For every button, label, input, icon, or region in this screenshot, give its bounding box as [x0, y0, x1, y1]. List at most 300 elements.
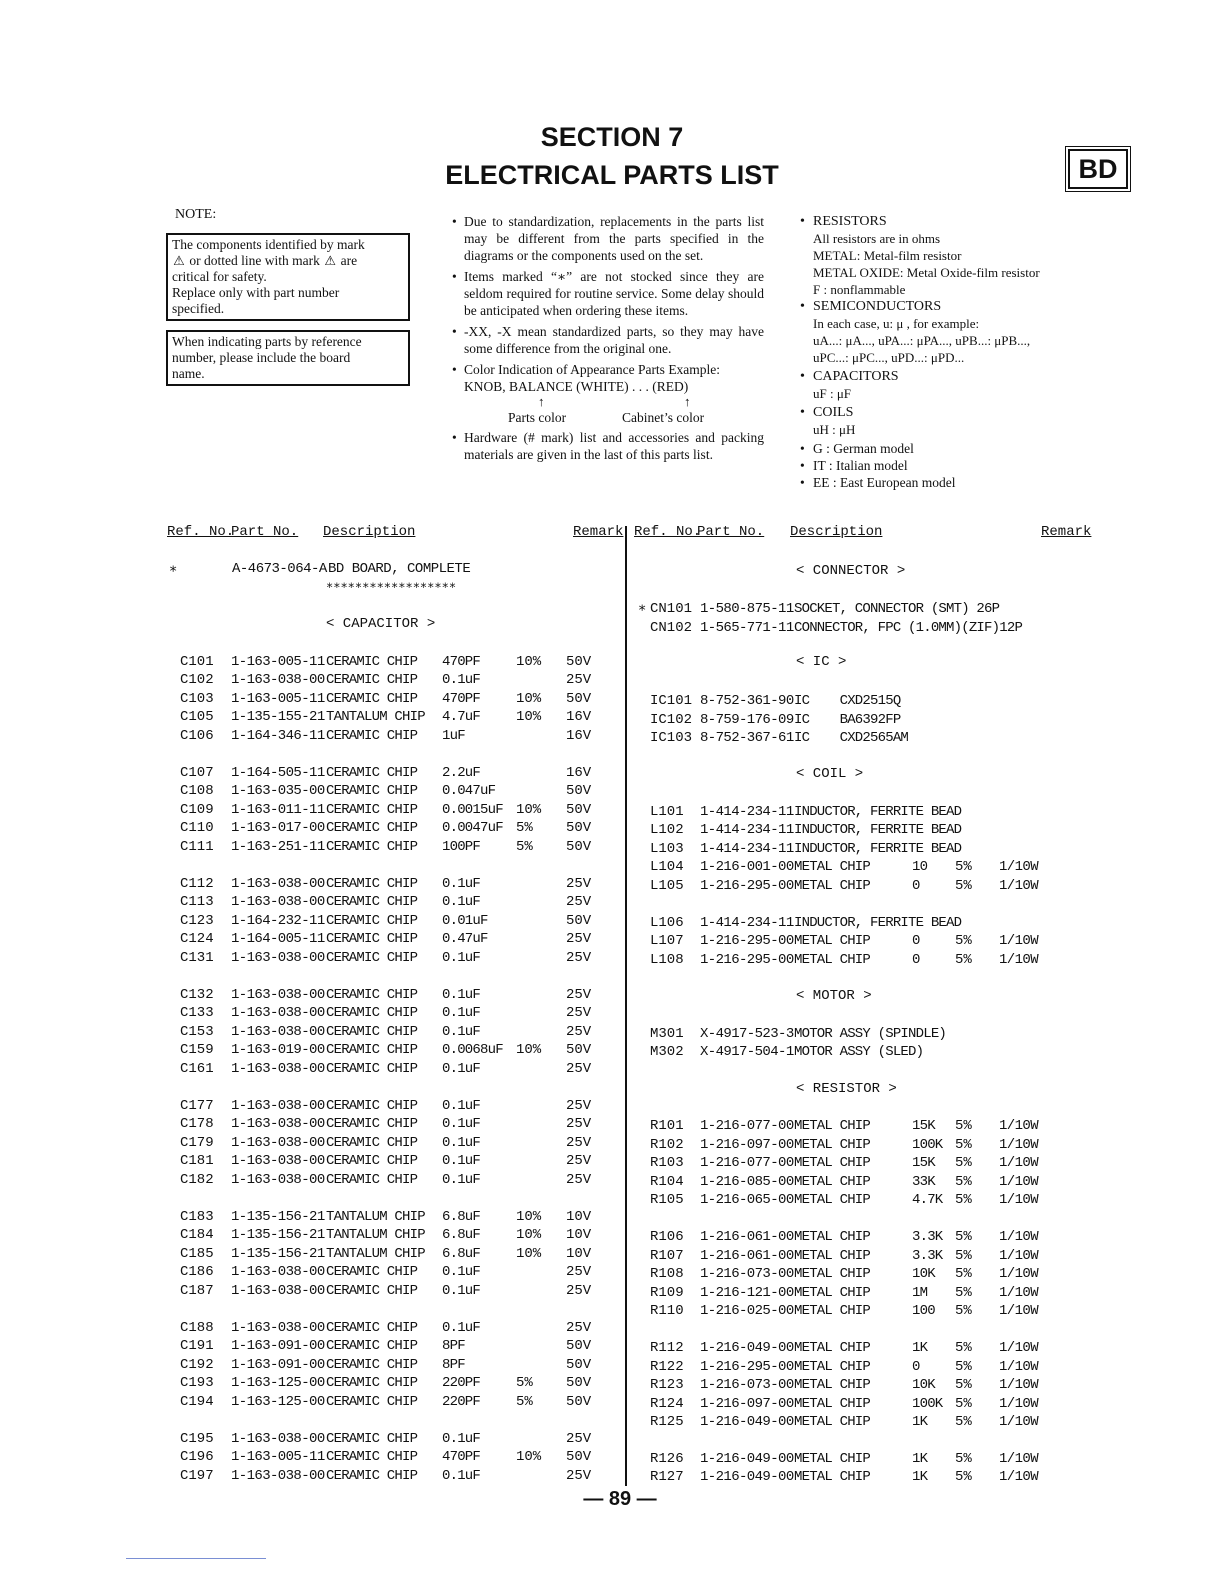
- ref-number: C106: [180, 728, 214, 744]
- safety-note-line: or dotted line with mark: [189, 253, 320, 268]
- description: CERAMIC CHIP: [326, 913, 418, 929]
- rating: 16V: [566, 765, 592, 781]
- value: 0.1uF: [442, 1005, 481, 1021]
- section-heading: < MOTOR >: [796, 988, 872, 1004]
- part-number: 1-163-038-00: [231, 987, 325, 1003]
- tolerance: 5%: [955, 1303, 972, 1319]
- description: METAL CHIP: [794, 1118, 871, 1134]
- part-number: 1-164-505-11: [231, 765, 325, 781]
- semiconductors-heading: • SEMICONDUCTORS: [800, 298, 1090, 315]
- capacitors-heading: • CAPACITORS: [800, 368, 1090, 385]
- ref-number: C187: [180, 1283, 214, 1299]
- part-number: 1-216-097-00: [700, 1396, 794, 1412]
- description: CERAMIC CHIP: [326, 1172, 418, 1188]
- description: TANTALUM CHIP: [326, 1209, 425, 1225]
- value: 0.0047uF: [442, 820, 503, 836]
- resistors-note: METAL OXIDE: Metal Oxide-film resistor: [813, 265, 1040, 280]
- section-heading: < RESISTOR >: [796, 1081, 897, 1097]
- description: METAL CHIP: [794, 878, 871, 894]
- col-header-ref: Ref. No.: [634, 524, 702, 540]
- ref-number: C124: [180, 931, 214, 947]
- table-row: [0, 1395, 1100, 1413]
- model-german: • G : German model: [800, 440, 1090, 457]
- note-label: NOTE:: [175, 207, 217, 222]
- part-number: 1-163-038-00: [231, 1283, 325, 1299]
- value: 0: [912, 878, 920, 894]
- value: 0.1uF: [442, 1172, 481, 1188]
- safety-note-box: [166, 233, 410, 321]
- value: 15K: [912, 1155, 935, 1171]
- value: 0.1uF: [442, 1135, 481, 1151]
- section-heading: < COIL >: [796, 766, 864, 782]
- value: 0.1uF: [442, 894, 481, 910]
- footer-rule: [126, 1558, 266, 1559]
- part-number: 1-163-038-00: [231, 1116, 325, 1132]
- rating: 25V: [566, 1135, 592, 1151]
- parts-color-label: Parts color: [508, 410, 567, 425]
- table-row: [0, 1430, 620, 1448]
- tolerance: 10%: [516, 1246, 542, 1262]
- table-row: [0, 986, 620, 1004]
- part-number: 1-216-049-00: [700, 1469, 794, 1485]
- ref-number: C131: [180, 950, 214, 966]
- ref-number: C181: [180, 1153, 214, 1169]
- tolerance: 5%: [955, 1414, 972, 1430]
- description: CERAMIC CHIP: [326, 691, 418, 707]
- tolerance: 5%: [955, 1396, 972, 1412]
- value: 0.01uF: [442, 913, 488, 929]
- table-row: [0, 951, 1100, 969]
- table-row: [0, 914, 1100, 932]
- ref-number: C123: [180, 913, 214, 929]
- part-number: 1-164-346-11: [231, 728, 325, 744]
- note-hardware: • Hardware (# mark) list and accessories and packing materials are given in the last of this parts list.: [452, 429, 764, 463]
- description: CERAMIC CHIP: [326, 783, 418, 799]
- value: 0.1uF: [442, 1153, 481, 1169]
- part-number: 1-414-234-11: [700, 804, 794, 820]
- description: CONNECTOR, FPC (1.0MM)(ZIF)12P: [794, 620, 1023, 636]
- table-row: [0, 1136, 1100, 1154]
- rating: 1/10W: [999, 1414, 1039, 1430]
- description: METAL CHIP: [794, 1340, 871, 1356]
- description: CERAMIC CHIP: [326, 931, 418, 947]
- description: CERAMIC CHIP: [326, 1357, 418, 1373]
- ref-number: R126: [650, 1451, 684, 1467]
- safety-note-line: specified.: [172, 301, 225, 316]
- ref-number: C197: [180, 1468, 214, 1484]
- part-number: 1-163-038-00: [231, 1431, 325, 1447]
- table-row: [0, 764, 620, 782]
- ref-number: C195: [180, 1431, 214, 1447]
- value: 0.1uF: [442, 1116, 481, 1132]
- rating: 25V: [566, 1153, 592, 1169]
- col-header-remark: Remark: [1041, 524, 1092, 540]
- ref-number: C179: [180, 1135, 214, 1151]
- description: TANTALUM CHIP: [326, 1227, 425, 1243]
- table-row: [0, 1376, 1100, 1394]
- ref-number: CN102: [650, 620, 693, 636]
- tolerance: 10%: [516, 1042, 542, 1058]
- rating: 50V: [566, 654, 592, 670]
- part-number: 1-216-073-00: [700, 1266, 794, 1282]
- description: METAL CHIP: [794, 1451, 871, 1467]
- rating: 50V: [566, 1042, 592, 1058]
- warning-triangle-icon: ⚠: [173, 253, 185, 268]
- ref-number: C105: [180, 709, 214, 725]
- ref-number: C153: [180, 1024, 214, 1040]
- rating: 25V: [566, 1264, 592, 1280]
- board-tag: BD: [1068, 149, 1128, 189]
- rating: 50V: [566, 913, 592, 929]
- description: METAL CHIP: [794, 1174, 871, 1190]
- description: CERAMIC CHIP: [326, 1394, 418, 1410]
- description: MOTOR ASSY (SPINDLE): [794, 1026, 947, 1042]
- rating: 1/10W: [999, 1174, 1039, 1190]
- description: INDUCTOR, FERRITE BEAD: [794, 804, 962, 820]
- value: 1M: [912, 1285, 928, 1301]
- part-number: 1-216-049-00: [700, 1414, 794, 1430]
- value: 6.8uF: [442, 1209, 481, 1225]
- part-number: 1-164-232-11: [231, 913, 325, 929]
- rating: 1/10W: [999, 1469, 1039, 1485]
- description: METAL CHIP: [794, 1285, 871, 1301]
- tolerance: 5%: [955, 1192, 972, 1208]
- description: CERAMIC CHIP: [326, 1042, 418, 1058]
- part-number: 1-163-038-00: [231, 1153, 325, 1169]
- section-heading: < CONNECTOR >: [796, 563, 906, 579]
- ref-number: L101: [650, 804, 684, 820]
- part-number: 1-163-038-00: [231, 1061, 325, 1077]
- rating: 25V: [566, 1283, 592, 1299]
- value: 3.3K: [912, 1229, 943, 1245]
- ref-number: M302: [650, 1044, 684, 1060]
- resistors-note: F : nonflammable: [813, 282, 906, 297]
- description: METAL CHIP: [794, 1396, 871, 1412]
- table-row: [0, 619, 1100, 637]
- part-number: 1-163-038-00: [231, 876, 325, 892]
- ref-number: C159: [180, 1042, 214, 1058]
- ref-number: C183: [180, 1209, 214, 1225]
- description: METAL CHIP: [794, 1229, 871, 1245]
- note-standardized-parts: • -XX, -X mean standardized parts, so they may have some difference from the original one.: [452, 323, 764, 357]
- value: 0.1uF: [442, 672, 481, 688]
- description: METAL CHIP: [794, 1469, 871, 1485]
- value: 0.0015uF: [442, 802, 503, 818]
- value: 0.047uF: [442, 783, 496, 799]
- part-number: 1-163-038-00: [231, 1098, 325, 1114]
- col-header-part: Part No.: [697, 524, 765, 540]
- value: 0.1uF: [442, 1468, 481, 1484]
- value: 0.1uF: [442, 1024, 481, 1040]
- part-number: 1-163-038-00: [231, 1135, 325, 1151]
- cabinet-color-label: Cabinet’s color: [622, 410, 705, 425]
- description: CERAMIC CHIP: [326, 802, 418, 818]
- ref-number: C133: [180, 1005, 214, 1021]
- table-row: [0, 1284, 1100, 1302]
- description: METAL CHIP: [794, 1137, 871, 1153]
- value: 2.2uF: [442, 765, 481, 781]
- ref-number: C107: [180, 765, 214, 781]
- value: 0.1uF: [442, 1320, 481, 1336]
- description: MOTOR ASSY (SLED): [794, 1044, 924, 1060]
- value: 10K: [912, 1377, 935, 1393]
- ref-number: C177: [180, 1098, 214, 1114]
- table-row: [0, 1004, 620, 1022]
- part-number: 1-216-077-00: [700, 1118, 794, 1134]
- rating: 25V: [566, 987, 592, 1003]
- ref-number: L102: [650, 822, 684, 838]
- table-row: [0, 932, 1100, 950]
- ref-number: R127: [650, 1469, 684, 1485]
- description: CERAMIC CHIP: [326, 1320, 418, 1336]
- semiconductors-note: In each case, u: μ , for example:: [813, 316, 980, 331]
- rating: 25V: [566, 894, 592, 910]
- abbreviation-notes: [800, 213, 1090, 491]
- description: CERAMIC CHIP: [326, 987, 418, 1003]
- description: METAL CHIP: [794, 1359, 871, 1375]
- part-number: 1-414-234-11: [700, 841, 794, 857]
- safety-note-line: The components identified by mark: [172, 237, 365, 252]
- ref-number: C103: [180, 691, 214, 707]
- ref-number: C161: [180, 1061, 214, 1077]
- stars-underline: ∗∗∗∗∗∗∗∗∗∗∗∗∗∗∗∗∗∗: [326, 579, 457, 593]
- value: 220PF: [442, 1394, 481, 1410]
- rating: 1/10W: [999, 878, 1039, 894]
- description: CERAMIC CHIP: [326, 1431, 418, 1447]
- rating: 10V: [566, 1246, 592, 1262]
- part-number: 1-163-038-00: [231, 950, 325, 966]
- part-number: 1-163-091-00: [231, 1357, 325, 1373]
- rating: 25V: [566, 1098, 592, 1114]
- table-row: [0, 1043, 1100, 1061]
- part-number: X-4917-523-3: [700, 1026, 794, 1042]
- tolerance: 5%: [955, 859, 972, 875]
- rating: 1/10W: [999, 1303, 1039, 1319]
- table-row: [0, 1191, 1100, 1209]
- ref-number: C192: [180, 1357, 214, 1373]
- value: 470PF: [442, 691, 481, 707]
- not-stocked-mark: ∗: [169, 562, 178, 578]
- tolerance: 5%: [955, 952, 972, 968]
- tolerance: 5%: [955, 1137, 972, 1153]
- coils-note: uH : μH: [813, 422, 856, 437]
- value: 8PF: [442, 1338, 465, 1354]
- model-east-european: • EE : East European model: [800, 474, 1090, 491]
- ref-number: C191: [180, 1338, 214, 1354]
- description: CERAMIC CHIP: [326, 1098, 418, 1114]
- table-row: [0, 1468, 1100, 1486]
- part-number: 8-752-361-90: [700, 693, 794, 709]
- resistors-heading: • RESISTORS: [800, 213, 1090, 230]
- value: 6.8uF: [442, 1246, 481, 1262]
- reference-note-line: number, please include the board: [172, 350, 351, 365]
- value: 0.1uF: [442, 876, 481, 892]
- tolerance: 10%: [516, 709, 542, 725]
- rating: 50V: [566, 1449, 592, 1465]
- ref-number: R123: [650, 1377, 684, 1393]
- reference-note-line: name.: [172, 366, 205, 381]
- rating: 10V: [566, 1227, 592, 1243]
- value: 0: [912, 952, 920, 968]
- ref-number: R106: [650, 1229, 684, 1245]
- capacitors-note: uF : μF: [813, 386, 852, 401]
- resistors-note: METAL: Metal-film resistor: [813, 248, 962, 263]
- description: METAL CHIP: [794, 1414, 871, 1430]
- value: 470PF: [442, 654, 481, 670]
- rating: 16V: [566, 709, 592, 725]
- tolerance: 10%: [516, 802, 542, 818]
- tolerance: 5%: [955, 1118, 972, 1134]
- col-header-description: Description: [323, 524, 416, 540]
- value: 3.3K: [912, 1248, 943, 1264]
- rating: 25V: [566, 1431, 592, 1447]
- rating: 50V: [566, 1375, 592, 1391]
- description: SOCKET, CONNECTOR (SMT) 26P: [794, 601, 1000, 617]
- part-number: 1-163-038-00: [231, 672, 325, 688]
- rating: 1/10W: [999, 1118, 1039, 1134]
- ref-number: L103: [650, 841, 684, 857]
- table-row: [0, 653, 620, 671]
- table-row: [0, 1060, 620, 1078]
- rating: 25V: [566, 1172, 592, 1188]
- reference-note-box: [166, 330, 410, 386]
- rating: 1/10W: [999, 1192, 1039, 1208]
- part-number: 1-163-038-00: [231, 1468, 325, 1484]
- rating: 50V: [566, 1338, 592, 1354]
- description: CERAMIC CHIP: [326, 1283, 418, 1299]
- section-number: SECTION 7: [540, 122, 684, 152]
- rating: 25V: [566, 950, 592, 966]
- up-arrow-icon: ↑: [538, 394, 545, 409]
- value: 100PF: [442, 839, 481, 855]
- rating: 25V: [566, 876, 592, 892]
- value: 0.1uF: [442, 950, 481, 966]
- tolerance: 5%: [955, 1229, 972, 1245]
- value: 0: [912, 1359, 920, 1375]
- part-number: 1-565-771-11: [700, 620, 794, 636]
- rating: 1/10W: [999, 1248, 1039, 1264]
- part-number: 1-164-005-11: [231, 931, 325, 947]
- tolerance: 5%: [955, 1174, 972, 1190]
- part-number: 1-135-156-21: [231, 1209, 325, 1225]
- table-row: [0, 821, 1100, 839]
- tolerance: 5%: [955, 878, 972, 894]
- ref-number: IC103: [650, 730, 693, 746]
- part-number: 8-759-176-09: [700, 712, 794, 728]
- tolerance: 5%: [955, 1359, 972, 1375]
- ref-number: L105: [650, 878, 684, 894]
- description: METAL CHIP: [794, 1266, 871, 1282]
- rating: 1/10W: [999, 1155, 1039, 1171]
- tolerance: 5%: [516, 820, 533, 836]
- col-header-part: Part No.: [231, 524, 299, 540]
- part-number: 1-163-035-00: [231, 783, 325, 799]
- value: 0.0068uF: [442, 1042, 503, 1058]
- value: 470PF: [442, 1449, 481, 1465]
- ref-number: C186: [180, 1264, 214, 1280]
- note-color-indication: • Color Indication of Appearance Parts Example:: [452, 361, 764, 378]
- value: 1K: [912, 1451, 928, 1467]
- safety-note-line: are: [340, 253, 358, 268]
- ref-number: C178: [180, 1116, 214, 1132]
- coils-heading: • COILS: [800, 404, 1090, 421]
- tolerance: 10%: [516, 691, 542, 707]
- rating: 50V: [566, 1357, 592, 1373]
- ref-number: CN101: [650, 601, 693, 617]
- table-row: [0, 1117, 1100, 1135]
- tolerance: 5%: [955, 1340, 972, 1356]
- rating: 50V: [566, 802, 592, 818]
- resistors-note: All resistors are in ohms: [813, 231, 941, 246]
- part-number: 1-216-295-00: [700, 933, 794, 949]
- description: CERAMIC CHIP: [326, 654, 418, 670]
- table-row: [0, 711, 1100, 729]
- col-header-remark: Remark: [573, 524, 624, 540]
- warning-triangle-icon: ⚠: [324, 253, 337, 268]
- col-header-description: Description: [790, 524, 883, 540]
- table-row: [0, 1173, 1100, 1191]
- description: CERAMIC CHIP: [326, 765, 418, 781]
- page-title: ELECTRICAL PARTS LIST: [445, 160, 779, 190]
- ref-number: R125: [650, 1414, 684, 1430]
- rating: 25V: [566, 1468, 592, 1484]
- part-number: 1-216-121-00: [700, 1285, 794, 1301]
- table-row: [0, 840, 1100, 858]
- part-number: 1-216-049-00: [700, 1340, 794, 1356]
- up-arrow-icon: ↑: [684, 394, 691, 409]
- description: IC BA6392FP: [794, 712, 901, 728]
- part-number: 1-163-005-11: [231, 691, 325, 707]
- tolerance: 10%: [516, 1227, 542, 1243]
- value: 0.1uF: [442, 987, 481, 1003]
- part-number: 1-216-001-00: [700, 859, 794, 875]
- description: METAL CHIP: [794, 1377, 871, 1393]
- rating: 25V: [566, 672, 592, 688]
- table-row: [0, 1265, 1100, 1283]
- part-number: 1-216-073-00: [700, 1377, 794, 1393]
- ref-number: R108: [650, 1266, 684, 1282]
- page-number: — 89 —: [583, 1488, 657, 1510]
- value: 10: [912, 859, 928, 875]
- color-example: KNOB, BALANCE (WHITE) . . . (RED): [464, 379, 689, 394]
- ref-number: C110: [180, 820, 214, 836]
- table-row: [0, 1358, 1100, 1376]
- ref-number: C132: [180, 987, 214, 1003]
- semiconductors-note: uA...: μA..., uPA...: μPA..., uPB...: μPB...,: [813, 333, 1031, 348]
- ref-number: R112: [650, 1340, 684, 1356]
- table-row: [0, 1208, 620, 1226]
- rating: 1/10W: [999, 952, 1039, 968]
- col-header-ref: Ref. No.: [167, 524, 235, 540]
- description: IC CXD2565AM: [794, 730, 909, 746]
- semiconductors-note: uPC...: μPC..., uPD...: μPD...: [813, 350, 965, 365]
- table-row: [0, 1450, 1100, 1468]
- value: 0.1uF: [442, 1098, 481, 1114]
- ref-number: L104: [650, 859, 684, 875]
- part-number: X-4917-504-1: [700, 1044, 794, 1060]
- description: METAL CHIP: [794, 933, 871, 949]
- tolerance: 5%: [955, 1248, 972, 1264]
- rating: 50V: [566, 783, 592, 799]
- value: 0.1uF: [442, 1431, 481, 1447]
- description: CERAMIC CHIP: [326, 1024, 418, 1040]
- section-heading: < IC >: [796, 654, 847, 670]
- part-number: 1-163-017-00: [231, 820, 325, 836]
- board-description: BD BOARD, COMPLETE: [328, 561, 471, 577]
- note-not-stocked: • Items marked “∗” are not stocked since they are seldom required for routine service. Some delay should be anticipated when ordering these items.: [452, 268, 764, 319]
- table-row: [0, 877, 1100, 895]
- ref-number: R104: [650, 1174, 684, 1190]
